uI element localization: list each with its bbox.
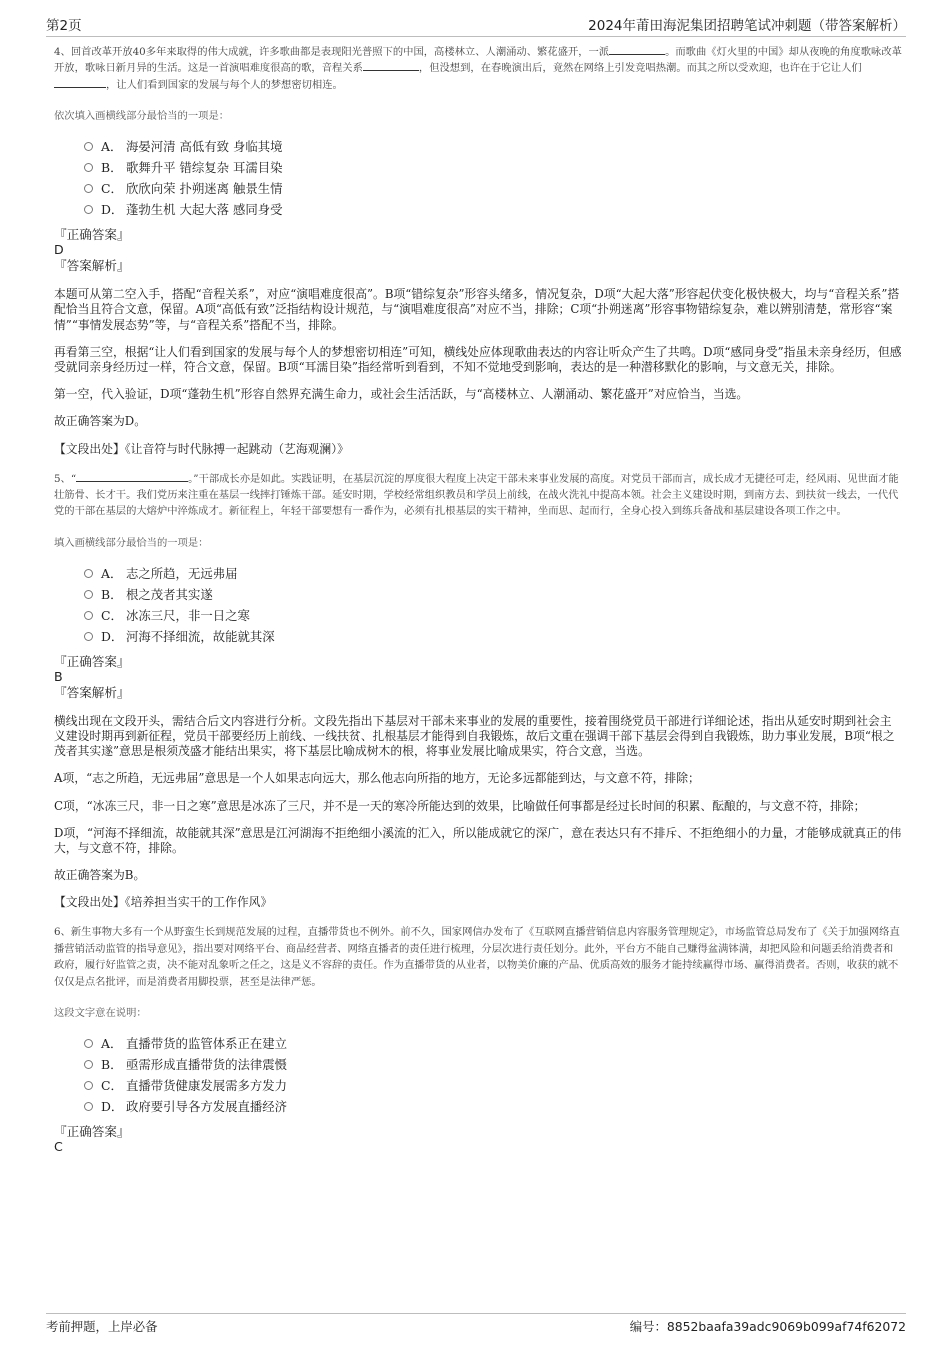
answer-value: D [54, 242, 64, 258]
radio-icon[interactable] [84, 163, 93, 172]
question-prompt: 填入画横线部分最恰当的一项是： [54, 536, 209, 549]
radio-icon[interactable] [84, 590, 93, 599]
radio-icon[interactable] [84, 184, 93, 193]
option-list [84, 136, 902, 220]
option-a[interactable]: A． 海晏河清 高低有致 身临其境 [84, 136, 902, 157]
option-d[interactable]: D． 政府要引导各方发展直播经济 [84, 1096, 902, 1117]
footer-code-group [630, 1317, 906, 1335]
footer-code: 8852baafa39adc9069b099af74f62072 [666, 1319, 906, 1334]
answer-label: 『正确答案』 [54, 1124, 130, 1140]
radio-icon[interactable] [84, 142, 93, 151]
explanation-paragraph: C项，“冰冻三尺，非一日之寒”意思是冰冻了三尺，并不是一天的寒冷所能达到的效果，比喻做任何事都是经过长时间的积累、酝酿的，与文意不符，排除； [54, 798, 866, 813]
answer-value: C [54, 1139, 63, 1155]
option-b[interactable]: B． 歌舞升平 错综复杂 耳濡目染 [84, 157, 902, 178]
question-5 [54, 471, 902, 911]
fill-blank [363, 60, 419, 71]
option-c[interactable]: C． 冰冻三尺，非一日之寒 [84, 605, 902, 626]
option-c[interactable]: C． 欣欣向荣 扑朔迷离 触景生情 [84, 178, 902, 199]
explanation-paragraph: 本题可从第二空入手，搭配“音程关系”，对应“演唱难度很高”。B项“错综复杂”形容头绪多，情况复杂，D项“大起大落”形容起伏变化极快极大，均与“音程关系”搭配恰当且符合文意，保留。A项“高低有致”泛指结构设计规范，与“演唱难度很高”对应不当，排除；C项“扑朔迷离”形容事物错综复杂，难以辨别清楚，常形容“案情”“事情发展态势”等，与“音程关系”搭配不当，排除。 [54, 287, 900, 332]
explanation-paragraph: 横线出现在文段开头，需结合后文内容进行分析。文段先指出下基层对干部未来事业的发展的重要性，接着围绕党员干部进行详细论述，指出从延安时期到社会主义建设时期再到新征程，党员干部要经历上前线、一线扶贫、扎根基层才能得到自我锻炼，故后文重在强调干部下基层会得到自我锻炼，助力事业发展，B项“根之茂者其实遂”意思是根须茂盛才能结出果实，将下基层比喻成树木的根，将事业发展比喻成果实，符合文意，当选。 [54, 713, 895, 759]
radio-icon[interactable] [84, 1060, 93, 1069]
answer-label: 『正确答案』 [54, 653, 130, 669]
fill-blank [609, 44, 665, 55]
option-a[interactable]: A． 志之所趋，无远弗届 [84, 563, 902, 584]
explanation-label: 『答案解析』 [54, 684, 130, 700]
source-citation: 【文段出处】《让音符与时代脉搏一起跳动（艺海观澜）》 [54, 441, 349, 456]
radio-icon[interactable] [84, 1102, 93, 1111]
explanation-paragraph: 第一空，代入验证，D项“蓬勃生机”形容自然界充满生命力，或社会生活活跃，与“高楼林立、人潮涌动、繁花盛开”对应恰当，当选。 [54, 387, 749, 402]
question-6 [54, 924, 902, 1154]
question-prompt: 依次填入画横线部分最恰当的一项是： [54, 110, 230, 123]
answer-value: B [54, 668, 63, 684]
question-text: 6、新生事物大多有一个从野蛮生长到规范发展的过程，直播带货也不例外。前不久，国家网信办发布了《互联网直播营销信息内容服务管理规定》，市场监管总局发布了《关于加强网络直播营销活动监管的指导意见》，指出要对网络平台、商品经营者、网络直播者的责任进行梳理，分层次进行责任划分。此外，平台方不能自己赚得盆满钵满，却把风险和问题丢给消费者和政府，履行好监管之责，决不能对乱象听之任之，这是义不容辞的责任。作为直播带货的从业者，以物美价廉的产品、优质高效的服务才能持续赢得市场、赢得消费者。否则，收获的就不仅仅是点名批评，而是消费者用脚投票，甚至是法律严惩。 [54, 926, 900, 988]
radio-icon[interactable] [84, 1081, 93, 1090]
option-b[interactable]: B． 亟需形成直播带货的法律震慑 [84, 1054, 902, 1075]
page-content [54, 44, 902, 1154]
explanation-label: 『答案解析』 [54, 258, 130, 274]
source-citation: 【文段出处】《培养担当实干的工作作风》 [54, 895, 273, 910]
option-list [84, 563, 902, 647]
page-header [46, 10, 906, 37]
option-d[interactable]: D． 河海不择细流，故能就其深 [84, 626, 902, 647]
explanation-paragraph: 再看第三空，根据“让人们看到国家的发展与每个人的梦想密切相连”可知，横线处应体现歌曲表达的内容让听众产生了共鸣。D项“感同身受”指虽未亲身经历，但感受就同亲身经历过一样，符合文意，保留。B项“耳濡目染”指经常听到看到，不知不觉地受到影响，表达的是一种潜移默化的影响，与文意无关，排除。 [54, 344, 902, 375]
question-text: 5、“ 。”干部成长亦是如此。实践证明，在基层沉淀的厚度很大程度上决定干部未来事业发展的高度。对党员干部而言，成长成才无捷径可走，经风雨、见世面才能壮筋骨、长才干。我们党历来注重在基层一线摔打锤炼干部。延安时期，学校经常组织教员和学员上前线，在战火洗礼中提高本领。社会主义建设时期，到南方去、到扶贫一线去，一代代党的干部在基层的大熔炉中淬炼成才。新征程上，年轻干部要想有一番作为，必须有扎根基层的实干精神，坐而思、起而行，全身心投入到练兵备战和基层建设各项工作之中。 [54, 472, 899, 518]
radio-icon[interactable] [84, 569, 93, 578]
radio-icon[interactable] [84, 205, 93, 214]
explanation-conclusion: 故正确答案为D。 [54, 414, 147, 429]
page-number: 第2页 [46, 18, 82, 34]
page-footer [46, 1313, 906, 1336]
option-d[interactable]: D． 蓬勃生机 大起大落 感同身受 [84, 199, 902, 220]
explanation-conclusion: 故正确答案为B。 [54, 868, 146, 883]
document-title: 2024年莆田海泥集团招聘笔试冲刺题（带答案解析） [588, 18, 906, 34]
footer-code-label: 编号： [629, 1319, 667, 1334]
radio-icon[interactable] [84, 1039, 93, 1048]
footer-slogan: 考前押题，上岸必备 [46, 1319, 158, 1334]
explanation-paragraph: D项，“河海不择细流，故能就其深”意思是江河湖海不拒绝细小溪流的汇入，所以能成就它的深广，意在表达只有不排斥、不拒绝细小的力量，才能够成就真正的伟大，与文意不符，排除。 [54, 825, 902, 856]
fill-blank [54, 77, 106, 88]
answer-label: 『正确答案』 [54, 227, 130, 243]
option-list [84, 1033, 902, 1117]
option-b[interactable]: B． 根之茂者其实遂 [84, 584, 902, 605]
explanation-paragraph: A项，“志之所趋，无远弗届”意思是一个人如果志向远大，那么他志向所指的地方，无论多远都能到达，与文意不符，排除； [54, 771, 700, 786]
option-c[interactable]: C． 直播带货健康发展需多方发力 [84, 1075, 902, 1096]
question-4 [54, 44, 902, 457]
radio-icon[interactable] [84, 611, 93, 620]
question-text: 4、回首改革开放40多年来取得的伟大成就，许多歌曲都是表现阳光普照下的中国，高楼林立、人潮涌动、繁花盛开，一派 。而歌曲《灯火里的中国》却从夜晚的角度歌咏改革开放，歌咏日新月异的生活。这是一首演唱难度很高的歌，音程关系 ，但没想到，在春晚演出后，竟然在网络上引发竞唱热潮。而其之所以受欢迎，也许在于它让人们，让人们看到国家的发展与每个人的梦想密切相连。 [54, 46, 902, 91]
radio-icon[interactable] [84, 632, 93, 641]
option-a[interactable]: A． 直播带货的监管体系正在建立 [84, 1033, 902, 1054]
fill-blank [76, 471, 188, 482]
question-prompt: 这段文字意在说明： [54, 1007, 147, 1020]
